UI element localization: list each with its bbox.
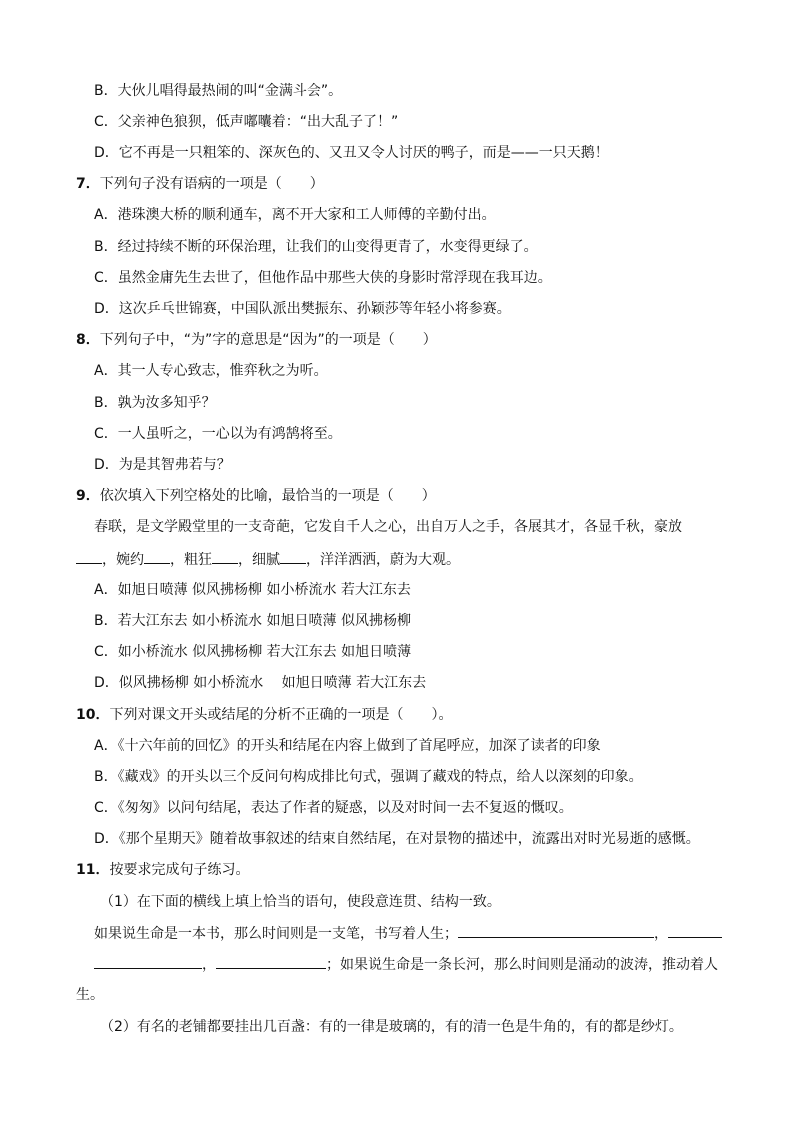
q11-sentence-text: ， <box>654 926 668 942</box>
q11-sentence-text: ；如果说生命是一条长河，那么时间则是涌动的波涛，推动着人 <box>326 957 718 973</box>
q10-option-c: C．《匆匆》以问句结尾，表达了作者的疑惑，以及对时间一去不复返的慨叹。 <box>94 800 573 816</box>
q11-sentence-text: 如果说生命是一本书，那么时间则是一支笔，书写着人生； <box>94 926 458 942</box>
q9-passage-text: ，粗狂 <box>170 552 212 568</box>
q7-option-d: D．这次乒乓世锦赛，中国队派出樊振东、孙颖莎等年轻小将参赛。 <box>94 301 511 317</box>
q10-stem-line <box>76 705 452 725</box>
q9-option-d: D．似风拂杨柳 如小桥流水 如旭日喷薄 若大江东去 <box>94 675 427 691</box>
q6-option-c: C．父亲神色狼狈，低声嘟囔着：“出大乱子了！” <box>94 114 399 130</box>
q10-option-d: D．《那个星期天》随着故事叙述的结束自然结尾，在对景物的描述中，流露出对时光易逝的感慨。 <box>94 831 700 847</box>
q10-number: 10． <box>76 707 110 723</box>
q9-blank-2[interactable] <box>144 549 170 564</box>
q11-sub1-line3: 生。 <box>76 987 104 1003</box>
q9-number: 9． <box>76 488 100 504</box>
q8-stem-line <box>76 330 437 350</box>
q11-blank-2-start[interactable] <box>668 923 722 938</box>
q11-blank-2-end[interactable] <box>94 954 202 969</box>
q10-stem: 下列对课文开头或结尾的分析不正确的一项是（ ）。 <box>109 707 453 723</box>
q11-blank-3[interactable] <box>216 954 326 969</box>
q9-passage-text: ，细腻 <box>238 552 280 568</box>
q11-sub1-instruction: （1）在下面的横线上填上恰当的语句，使段意连贯、结构一致。 <box>100 894 501 910</box>
q9-option-a: A．如旭日喷薄 似风拂杨柳 如小桥流水 若大江东去 <box>94 582 411 598</box>
q9-blank-1[interactable] <box>76 549 102 564</box>
q10-option-a: A．《十六年前的回忆》的开头和结尾在内容上做到了首尾呼应，加深了读者的印象 <box>94 738 601 754</box>
q8-number: 8． <box>76 332 100 348</box>
q7-option-a: A．港珠澳大桥的顺利通车，离不开大家和工人师傅的辛勤付出。 <box>94 207 496 223</box>
q10-option-b: B．《藏戏》的开头以三个反问句构成排比句式，强调了藏戏的特点，给人以深刻的印象。 <box>94 769 643 785</box>
q6-option-d: D．它不再是一只粗笨的、深灰色的、又丑又令人讨厌的鸭子，而是——一只天鹅！ <box>94 145 609 161</box>
q11-stem-line <box>76 860 249 880</box>
q7-stem-line <box>76 174 324 194</box>
q11-blank-1[interactable] <box>458 923 654 938</box>
q9-blank-4[interactable] <box>280 549 306 564</box>
q8-option-c: C．一人虽听之，一心以为有鸿鹄将至。 <box>94 426 342 442</box>
q9-passage-line1: 春联，是文学殿堂里的一支奇葩，它发自千人之心，出自万人之手，各展其才，各显千秋，豪放 <box>94 519 682 535</box>
q11-sub2-text: （2）有名的老铺都要挂出几百盏：有的一律是玻璃的，有的清一色是牛角的，有的都是纱灯。 <box>100 1019 683 1035</box>
q9-passage-text: ，婉约 <box>102 552 144 568</box>
q8-stem: 下列句子中，“为”字的意思是“因为”的一项是（ ） <box>99 332 437 348</box>
q7-stem: 下列句子没有语病的一项是（ ） <box>99 176 324 192</box>
q9-option-c: C．如小桥流水 似风拂杨柳 若大江东去 如旭日喷薄 <box>94 644 412 660</box>
q7-option-c: C．虽然金庸先生去世了，但他作品中那些大侠的身影时常浮现在我耳边。 <box>94 270 552 286</box>
q9-option-b: B．若大江东去 如小桥流水 如旭日喷薄 似风拂杨柳 <box>94 613 411 629</box>
q9-passage-line2 <box>76 549 460 570</box>
q7-option-b: B．经过持续不断的环保治理，让我们的山变得更青了，水变得更绿了。 <box>94 239 538 255</box>
q9-passage-text: ，洋洋洒洒，蔚为大观。 <box>306 552 460 568</box>
q7-number: 7． <box>76 176 100 192</box>
q11-sub1-line1 <box>94 923 722 944</box>
q9-stem: 依次填入下列空格处的比喻，最恰当的一项是（ ） <box>99 488 436 504</box>
q8-option-b: B．孰为汝多知乎？ <box>94 395 216 411</box>
q11-sentence-text: ， <box>202 957 216 973</box>
q11-number: 11． <box>76 862 110 878</box>
q9-stem-line <box>76 486 436 506</box>
q9-blank-3[interactable] <box>212 549 238 564</box>
q11-sub1-line2 <box>94 954 718 975</box>
q8-option-a: A．其一人专心致志，惟弈秋之为听。 <box>94 363 328 379</box>
q8-option-d: D．为是其智弗若与？ <box>94 457 231 473</box>
q11-stem: 按要求完成句子练习。 <box>109 862 250 878</box>
q6-option-b: B．大伙儿唱得最热闹的叫“金满斗会”。 <box>94 83 343 99</box>
